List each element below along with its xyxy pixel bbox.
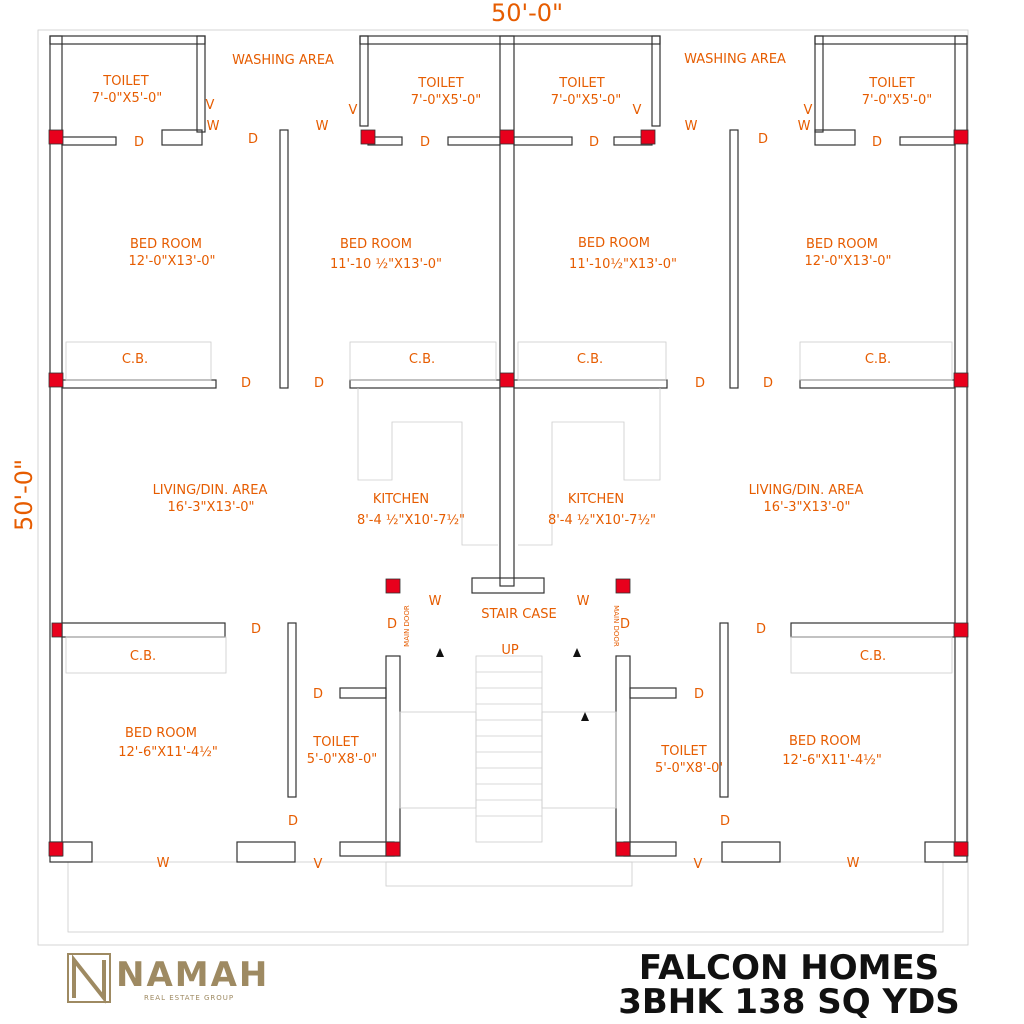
door-mark: D	[312, 687, 324, 702]
room-dimension: 16'-3"X13'-0"	[763, 500, 851, 515]
door-mark: D	[619, 617, 631, 632]
toilet-dimension: 7'-0"X5'-0"	[550, 93, 622, 108]
toilet-label: TOILET	[559, 76, 605, 91]
ventilator-mark: V	[803, 103, 813, 118]
room-dimension: 8'-4 ½"X10'-7½"	[356, 513, 466, 528]
toilet-dimension: 5'-0"X8'-0'	[654, 761, 724, 776]
room-dimension: 16'-3"X13'-0"	[167, 500, 255, 515]
stair-up-label: UP	[501, 643, 519, 658]
front-setback	[68, 862, 943, 932]
door-mark: D	[719, 814, 731, 829]
up-arrow-icon	[573, 648, 581, 657]
washing-area-label: WASHING AREA	[232, 53, 334, 68]
toilet-label: TOILET	[103, 74, 149, 89]
staircase-steps	[386, 648, 632, 886]
ventilator-mark: V	[693, 857, 703, 872]
room-label: BED ROOM	[340, 237, 412, 252]
window-mark: W	[797, 119, 811, 134]
door-mark: D	[419, 135, 431, 150]
toilet-label: TOILET	[869, 76, 915, 91]
washing-area-label: WASHING AREA	[684, 52, 786, 67]
window-mark: W	[206, 119, 220, 134]
door-mark: D	[694, 376, 706, 391]
toilet-label: TOILET	[418, 76, 464, 91]
window-mark: W	[846, 856, 860, 871]
room-dimension: 12'-6"X11'-4½"	[118, 745, 218, 760]
room-label: LIVING/DIN. AREA	[152, 483, 268, 498]
door-mark: D	[386, 617, 398, 632]
logo-tagline: REAL ESTATE GROUP	[144, 994, 235, 1002]
door-mark: D	[287, 814, 299, 829]
door-mark: D	[871, 135, 883, 150]
ventilator-mark: V	[632, 103, 642, 118]
title-line-1: FALCON HOMES	[638, 948, 940, 988]
toilet-dimension: 7'-0"X5'-0"	[91, 91, 163, 106]
cupboard-label: C.B.	[129, 649, 157, 664]
up-arrow-icon	[581, 712, 589, 721]
ventilator-mark: V	[205, 98, 215, 113]
cupboard-label: C.B.	[576, 352, 604, 367]
ventilator-mark: V	[313, 857, 323, 872]
room-label: BED ROOM	[578, 236, 650, 251]
door-mark: D	[757, 132, 769, 147]
room-dimension: 11'-10 ½"X13'-0"	[329, 257, 443, 272]
room-label: BED ROOM	[125, 726, 197, 741]
door-mark: D	[762, 376, 774, 391]
overall-height-label: 50'-0"	[10, 458, 38, 532]
main-door-label: MAIN DOOR	[403, 605, 411, 647]
up-arrow-icon	[436, 648, 444, 657]
toilet-dimension: 5'-0"X8'-0"	[306, 752, 378, 767]
room-dimension: 11'-10½"X13'-0"	[569, 257, 677, 272]
room-dimension: 12'-0"X13'-0"	[804, 254, 892, 269]
main-door-label: MAIN DOOR	[612, 605, 620, 647]
room-label: BED ROOM	[806, 237, 878, 252]
logo-n-icon	[74, 960, 104, 998]
room-label: BED ROOM	[789, 734, 861, 749]
namah-logo	[68, 954, 269, 1002]
title-line-2: 3BHK 138 SQ YDS	[618, 982, 960, 1022]
cupboard-label: C.B.	[864, 352, 892, 367]
door-mark: D	[240, 376, 252, 391]
door-mark: D	[313, 376, 325, 391]
door-mark: D	[755, 622, 767, 637]
window-mark: W	[684, 119, 698, 134]
door-mark: D	[133, 135, 145, 150]
window-mark: W	[576, 594, 590, 609]
staircase-label: STAIR CASE	[481, 607, 557, 622]
toilet-dimension: 7'-0"X5'-0"	[410, 93, 482, 108]
room-label: LIVING/DIN. AREA	[748, 483, 864, 498]
toilet-label: TOILET	[313, 735, 359, 750]
room-label: KITCHEN	[567, 492, 625, 507]
toilet-dimension: 7'-0"X5'-0"	[861, 93, 933, 108]
room-dimension: 12'-6"X11'-4½"	[782, 753, 882, 768]
ventilator-mark: V	[348, 103, 358, 118]
door-mark: D	[250, 622, 262, 637]
door-mark: D	[247, 132, 259, 147]
cupboard-label: C.B.	[121, 352, 149, 367]
door-mark: D	[588, 135, 600, 150]
window-mark: W	[315, 119, 329, 134]
room-dimension: 8'-4 ½"X10'-7½"	[547, 513, 657, 528]
cupboard-label: C.B.	[859, 649, 887, 664]
room-label: KITCHEN	[372, 492, 430, 507]
toilet-label: TOILET	[661, 744, 707, 759]
overall-width-label: 50'-0"	[490, 0, 564, 27]
room-label: BED ROOM	[130, 237, 202, 252]
cupboard-label: C.B.	[408, 352, 436, 367]
window-mark: W	[156, 856, 170, 871]
door-mark: D	[693, 687, 705, 702]
logo-name: NAMAH	[116, 955, 270, 995]
room-dimension: 12'-0"X13'-0"	[128, 254, 216, 269]
window-mark: W	[428, 594, 442, 609]
